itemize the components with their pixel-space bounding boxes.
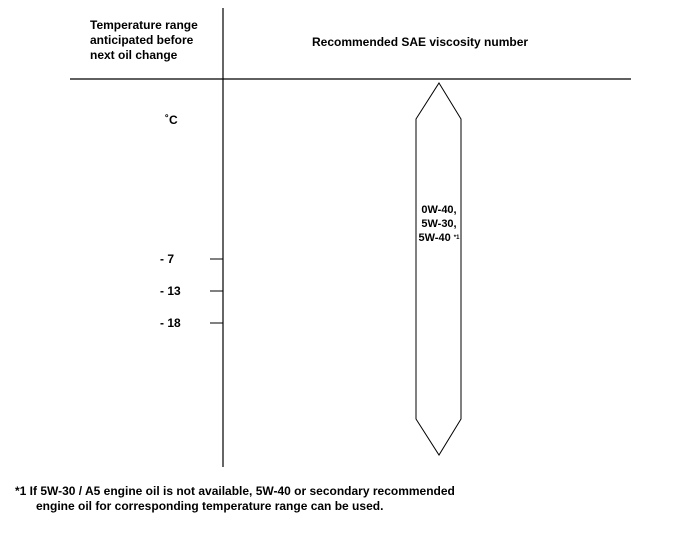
- footnote-reference: *1: [453, 235, 460, 242]
- viscosity-grade-5w30: 5W-30,: [421, 218, 457, 230]
- temperature-range-header: [90, 18, 220, 63]
- tick-label-minus-7: - 7: [160, 252, 175, 266]
- footnote-line-1: *1 If 5W-30 / A5 engine oil is not available, 5W-40 or secondary recommended: [15, 484, 455, 498]
- footnote-line-2: engine oil for corresponding temperature range can be used.: [36, 499, 384, 513]
- viscosity-header: Recommended SAE viscosity number: [312, 35, 529, 49]
- viscosity-grade-0w40: 0W-40,: [421, 204, 457, 216]
- viscosity-band-arrow: [416, 83, 461, 455]
- footnote: [15, 484, 455, 514]
- tick-label-minus-13: - 13: [160, 284, 181, 298]
- celsius-unit-label: ˚C: [165, 113, 178, 127]
- temperature-header-line-2: anticipated before: [90, 33, 194, 47]
- tick-label-minus-18: - 18: [160, 316, 181, 330]
- viscosity-grade-5w40: 5W-40: [418, 232, 451, 244]
- viscosity-grade-5w40-line: [416, 231, 462, 245]
- temperature-header-line-1: Temperature range: [90, 18, 198, 32]
- viscosity-band-label: [416, 203, 462, 245]
- temperature-header-line-3: next oil change: [90, 48, 178, 62]
